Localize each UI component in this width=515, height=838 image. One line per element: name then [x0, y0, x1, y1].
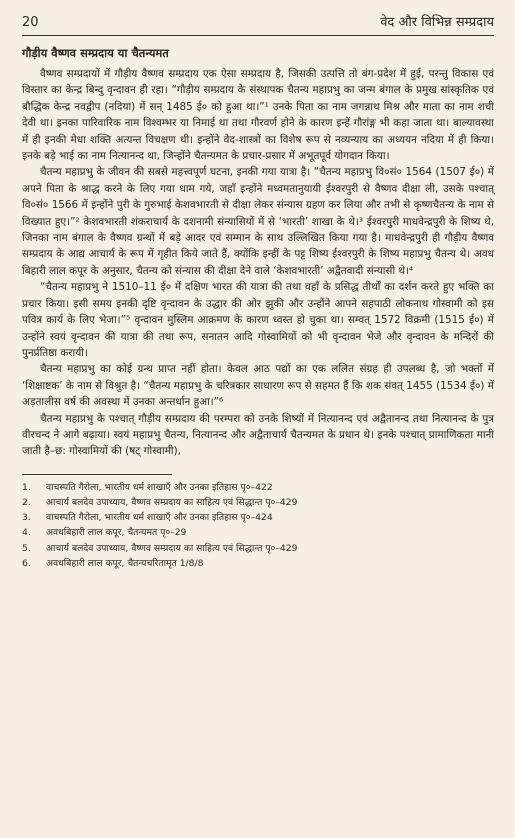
footnote-text: आचार्य बलदेव उपाध्याय, वैष्णव सम्प्रदाय का साहित्य एवं सिद्धान्त पृ०–429	[46, 496, 298, 508]
footnote	[22, 510, 494, 525]
running-title: वेद और विभिन्न सम्प्रदाय	[380, 15, 494, 30]
footnote-number: 3.	[22, 512, 31, 524]
footnote-number: 5.	[22, 542, 31, 554]
body-paragraph-1: वैष्णव सम्प्रदायों में गौड़ीय वैष्णव सम्प्रदाय एक ऐसा सम्प्रदाय है, जिसकी उत्पत्ति तो बंग-प्रदेश में हुई, परन्तु विकास एवं विस्तार का केन्द्र बिन्दु वृन्दावन ही रहा। “गौड़ीय सम्प्रदाय के संस्थापक चैतन्य महाप्रभु का जन्म बंगाल के प्रमुख सांस्कृतिक एवं बौद्धिक केन्द्र नवद्वीप (नदिया) में सन् 1485 ई० को हुआ था।”¹ उनके पिता का नाम जगन्नाथ मिश्र और माता का नाम शची देवी था। इनका पारिवारिक नाम विश्वम्भर या निमाई था तथा गौरवर्ण होने के कारण इन्हें गौरांङ्ग भी कहा जाता था। बाल्यावस्था में ही इनकी मेधा शक्ति अत्यन्त विचक्षण थी। इन्होंने वेद-शास्त्रों का विशेष रूप से नव्यन्याय का अध्ययन नदिया में ही किया। इनके बड़े भाई का नाम नित्यानन्द था, जिन्होंने चैतन्यमत के प्रचार-प्रसार में अभूतपूर्व योगदान किया।	[22, 68, 494, 163]
footnote	[22, 495, 494, 510]
running-header	[22, 14, 494, 36]
footnote	[22, 480, 494, 495]
page-number: 20	[22, 15, 39, 30]
footnote	[22, 525, 494, 540]
footnote	[22, 556, 494, 571]
footnote-number: 4.	[22, 527, 31, 539]
footnote-text: वाचस्पति गैरोला, भारतीय धर्म शाखाएँ और उनका इतिहास पृ०–424	[46, 512, 273, 524]
footnote-number: 6.	[22, 557, 31, 569]
book-page	[22, 14, 494, 571]
footnote-divider	[22, 474, 172, 475]
body-paragraph-2: चैतन्य महाप्रभु के जीवन की सबसे महत्त्वपूर्ण घटना, इनकी गया यात्रा है। “चैतन्य महाप्रभु वि०सं० 1564 (1507 ई०) में अपने पिता के श्राद्ध करने के लिए गया धाम गये, जहाँ इन्होंने मध्वमतानुयायी ईश्वरपुरी से वैष्णव दीक्षा ली, उसके पश्चात् वि०सं० 1566 में इन्होंने पुरी के गुरुभाई केशवभारती से दीक्षा लेकर संन्यास ग्रहण कर लिया और तभी से कृष्णचैतन्य के नाम से विख्यात हुए।”² केशवभारती शंकराचार्य के दशनामी संन्यासियों में से ‘भारती’ शाखा के थे।³ ईश्वरपुरी माधवेन्द्रपुरी के शिष्य थे, जिनका नाम बंगाल के वैष्णव ग्रन्थों में बड़े आदर एवं सम्मान के साथ उल्लिखित किया गया है। माधवेन्द्रपुरी ही गौड़ीय वैष्णव सम्प्रदाय के आद्य आचार्य के रूप में गृहीत किये जाते हैं, क्योंकि इन्हीं के पट्ट शिष्य ईश्वरपुरी के शिष्य महाप्रभु चैतन्य थे। अवध बिहारी लाल कपूर के अनुसार, चैतन्य को संन्यास की दीक्षा देने वाले ‘केशवभारती’ अद्वैतवादी संन्यासी थे।⁴	[22, 166, 494, 277]
body-paragraph-5: चैतन्य महाप्रभु के पश्चात् गौड़ीय सम्प्रदाय की परम्परा को उनके शिष्यों में नित्यानन्द एवं अद्वैतानन्द तथा नित्यानन्द के पुत्र वीरचन्द ने आगे बढ़ाया। स्वयं महाप्रभु चैतन्य, नित्यानन्द और अद्वैताचार्य चैतन्यमत के प्रधान थे। इनके पश्चात् प्रामाणिकता मानी जाती है–छ: गोस्वामियों की (षट् गोस्वामी),	[22, 412, 494, 458]
footnote-number: 2.	[22, 496, 31, 508]
body-paragraph-4: चैतन्य महाप्रभु का कोई ग्रन्थ प्राप्त नहीं होता। केवल आठ पद्यों का एक ललित संग्रह ही उपलब्ध है, जो भक्तों में ‘शिक्षाष्टक’ के नाम से विश्रुत है। “चैतन्य महाप्रभु के चरित्रकार साधारण रूप से सहमत हैं कि शक संवत् 1455 (1534 ई०) में अड़तालीस वर्ष की अवस्था में उनका अन्तर्धान हुआ।”⁶	[22, 363, 494, 409]
footnote-text: अवधबिहारी लाल कपूर, चैतन्यमत पृ०–29	[46, 527, 187, 539]
footnotes-list	[22, 480, 494, 571]
footnote-text: वाचस्पति गैरोला, भारतीय धर्म शाखाएँ और उनका इतिहास पृ०–422	[46, 481, 273, 493]
footnote	[22, 541, 494, 556]
footnote-text: अवधबिहारी लाल कपूर, चैतन्यचरितामृत 1/8/8	[46, 557, 204, 569]
section-title: गौड़ीय वैष्णव सम्प्रदाय या चैतन्यमत	[22, 46, 169, 60]
footnote-number: 1.	[22, 481, 31, 493]
footnote-text: आचार्य बलदेव उपाध्याय, वैष्णव सम्प्रदाय का साहित्य एवं सिद्धान्त पृ०–429	[46, 542, 298, 554]
body-paragraph-3: “चैतन्य महाप्रभु ने 1510–11 ई० में दक्षिण भारत की यात्रा की तथा वहाँ के प्रसिद्ध तीर्थों का दर्शन करते हुए भक्ति का प्रचार किया। इसी समय इनकी दृष्टि वृन्दावन के उद्धार की ओर झुकी और उन्होंने आपने सहपाठी लोकनाथ गोस्वामी को इस पवित्र कार्य के लिए भेजा।”⁵ वृन्दावन मुस्लिम आक्रमण के कारण ध्वस्त हो चुका था। सम्वत् 1572 विक्रमी (1515 ई०) में उन्होंने स्वयं वृन्दावन की यात्रा की तथा रूप, सनातन आदि गोस्वामियों को भी वृन्दावन भेजे और वृन्दावन के मन्दिरों की पुनर्प्रतिष्ठा करायी।	[22, 281, 494, 359]
